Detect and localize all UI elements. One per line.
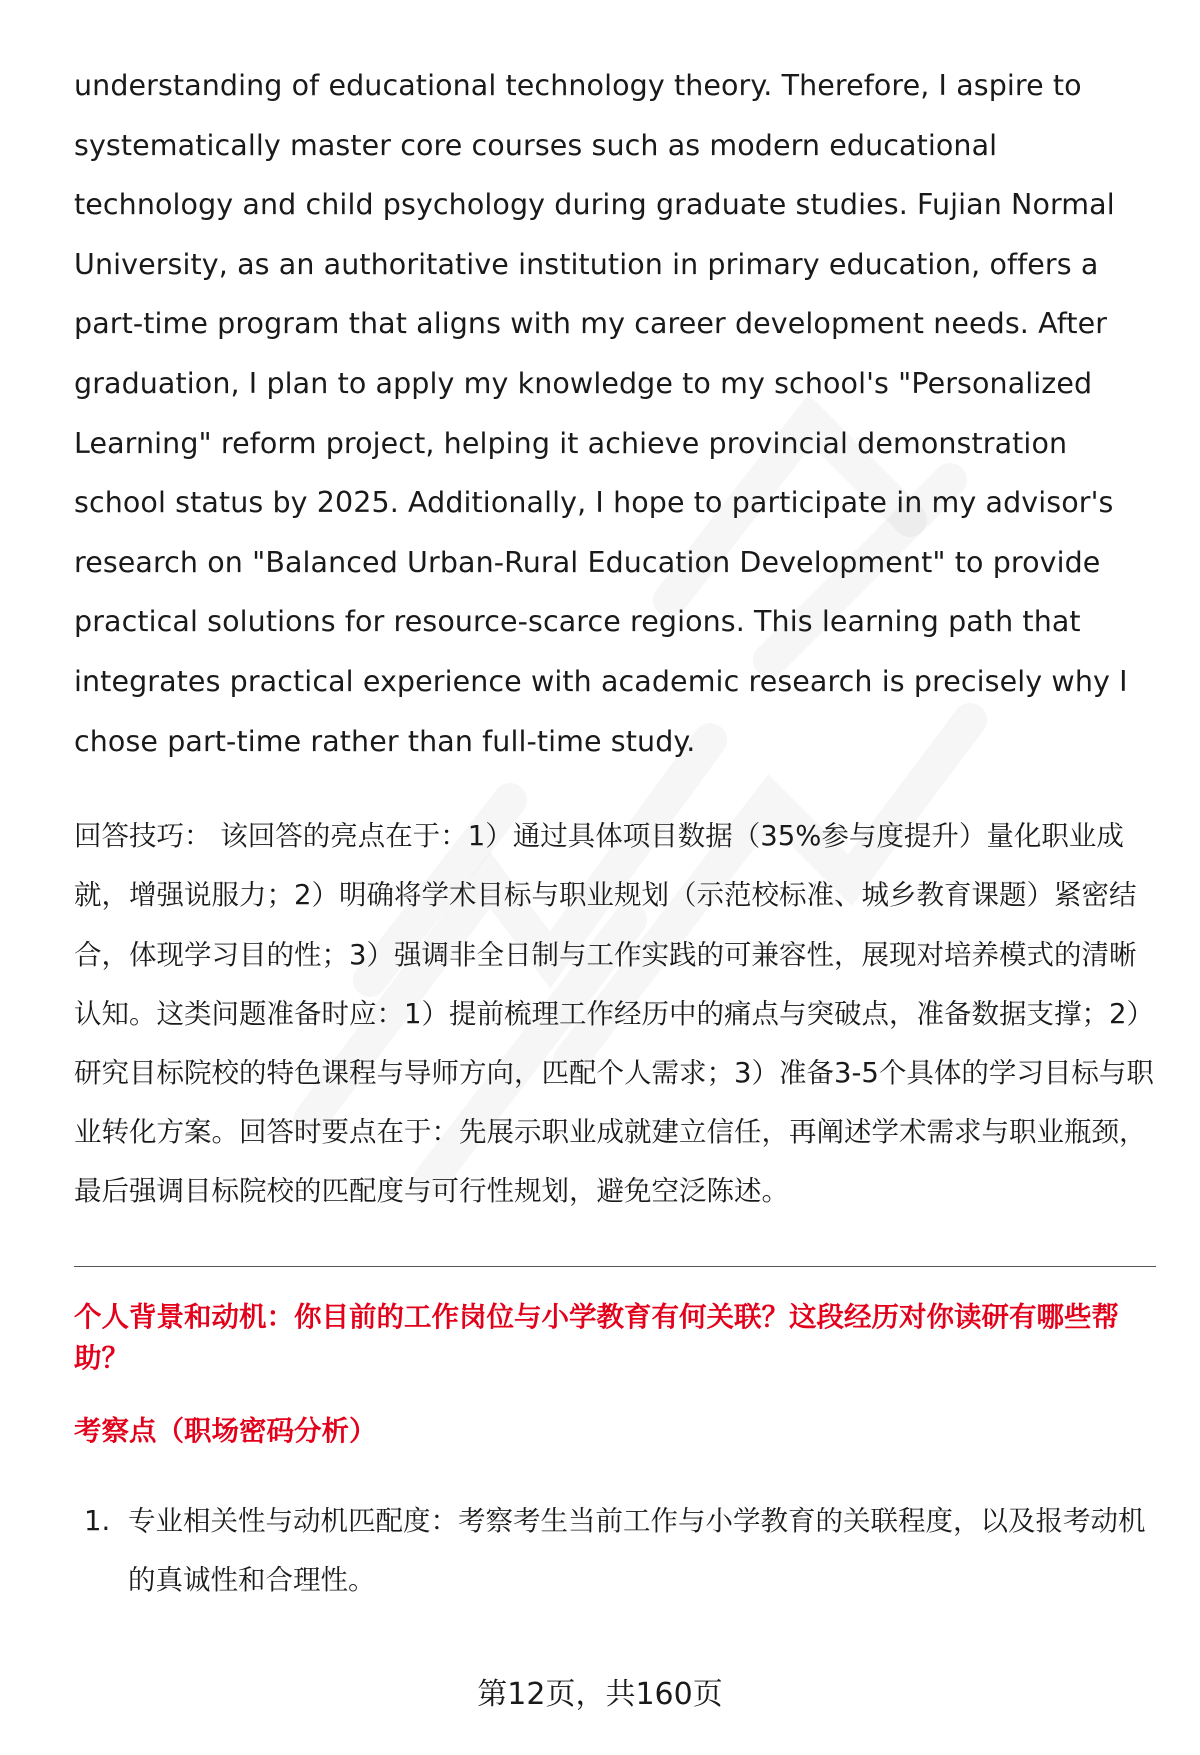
answer-tips-paragraph: 回答技巧： 该回答的亮点在于：1）通过具体项目数据（35%参与度提升）量化职业成就，增强说服力；2）明确将学术目标与职业规划（示范校标准、城乡教育课题）紧密结合，体现学习目的性；3）强调非全日制与工作实践的可兼容性，展现对培养模式的清晰认知。这类问题准备时应：1）提前梳理工作经历中的痛点与突破点，准备数据支撑；2）研究目标院校的特色课程与导师方向，匹配个人需求；3）准备3-5个具体的学习目标与职业转化方案。回答时要点在于：先展示职业成就建立信任，再阐述学术需求与职业瓶颈，最后强调目标院校的匹配度与可行性规划，避免空泛陈述。	[74, 820, 1154, 1208]
list-item-number: 1.	[84, 1504, 111, 1537]
assessment-points-list	[74, 1492, 1154, 1610]
list-item	[74, 1492, 1154, 1610]
question-heading: 个人背景和动机：你目前的工作岗位与小学教育有何关联？这段经历对你读研有哪些帮助？	[74, 1300, 1119, 1374]
main-content	[74, 56, 1154, 1610]
section-divider	[74, 1266, 1156, 1267]
list-item-text: 专业相关性与动机匹配度：考察考生当前工作与小学教育的关联程度，以及报考动机的真诚性和合理性。	[128, 1504, 1146, 1596]
answer-paragraph-english: understanding of educational technology theory. Therefore, I aspire to systematically master core courses such as modern educational technology and child psychology during graduate studies. Fujian Normal University, as an authoritative institution in primary education, offers a part-time program that aligns with my career development needs. After graduation, I plan to apply my knowledge to my school's "Personalized Learning" reform project, helping it achieve provincial demonstration school status by 2025. Additionally, I hope to participate in my advisor's research on "Balanced Urban-Rural Education Development" to provide practical solutions for resource-scarce regions. This learning path that integrates practical experience with academic research is precisely why I chose part-time rather than full-time study.	[74, 69, 1128, 758]
assessment-points-heading: 考察点（职场密码分析）	[74, 1414, 377, 1447]
page-number-footer: 第12页，共160页	[477, 1677, 723, 1712]
